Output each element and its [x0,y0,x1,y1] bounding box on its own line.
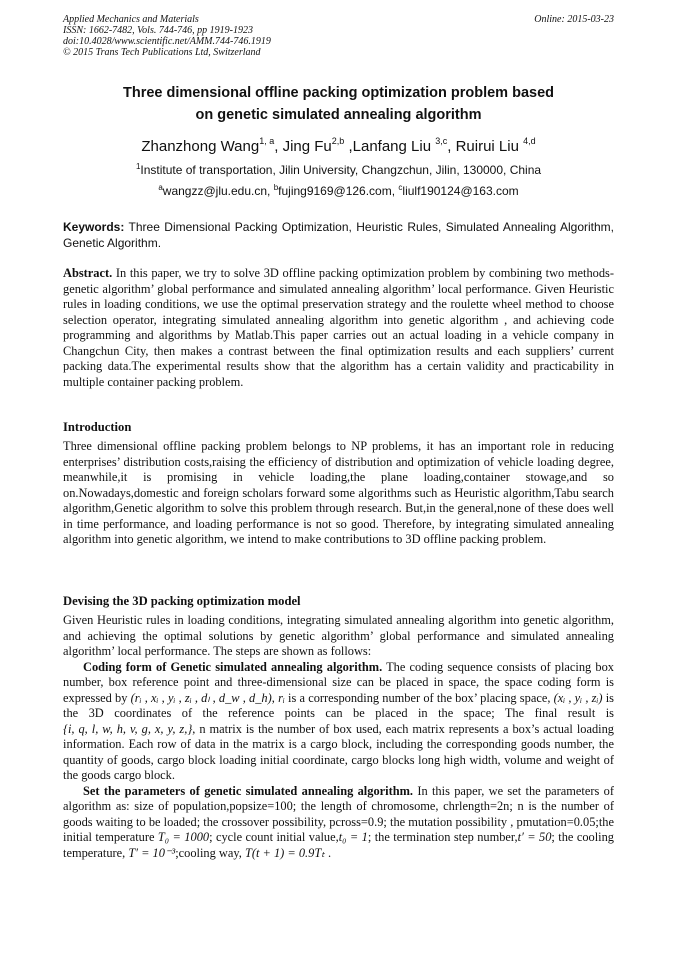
journal-name: Applied Mechanics and Materials [63,14,199,25]
author-sep: , [344,138,353,155]
author-sup: 1, a [259,136,275,146]
math-expression: T(t + 1) = 0.9Tₜ [244,845,325,860]
email-sup: a [158,183,163,192]
author-sep: , [274,138,283,155]
parameters-paragraph [63,784,614,862]
author-name: Zhanzhong Wang [141,138,260,155]
author-name: Ruirui Liu [455,138,524,155]
coding-form-label: Coding form of Genetic simulated annealing algorithm. [83,659,383,674]
coding-form-paragraph [63,660,614,784]
copyright-line: © 2015 Trans Tech Publications Ltd, Switzerland [63,47,261,58]
online-date: Online: 2015-03-23 [534,14,614,25]
doi-line: doi:10.4028/www.scientific.net/AMM.744-746.1919 [63,36,271,47]
paragraph-text: In this paper, we set the parameters of algorithm as: size of population,popsize=100; the length of chromosome, chrlength=2n; n is the number of goods waiting to be loaded; the crossover possibility, pcross=0.9; the mutation possibility , pmutation=0.05;the initial temperature [63,783,614,844]
paragraph-text: . [324,845,332,860]
model-intro-paragraph: Given Heuristic rules in loading conditions, integrating simulated annealing algorithm into genetic algorithm, and achieving the optimal solutions by genetic algorithm’ global performance and simulated annealing algorithm’ local performance. The steps are shown as follows: [63,613,614,658]
author-name: Jing Fu [282,138,332,155]
paragraph-text: ; the termination step number, [367,830,518,844]
author-sup: 3,c [435,136,448,146]
math-expression: rᵢ [278,690,285,705]
email-sup: b [273,183,279,192]
author-name: Lanfang Liu [352,138,436,155]
issn-line: ISSN: 1662-7482, Vols. 744-746, pp 1919-1923 [63,25,253,36]
email-sup: c [398,183,403,192]
affiliation-sup: 1 [135,162,141,171]
abstract-text: In this paper, we try to solve 3D offline packing optimization problem by combining two methods-genetic algorithm’ global performance and simulated annealing algorithm’ local performance. Given Heuristic rules in loading conditions, we use the optimal preservation strategy and the roulette wheel method to choose selection operator, integrating simulated annealing algorithm into genetic algorithm , and achieving code programming and algorithms by Matlab.This paper carries out an actual loading in a vehicle company in Changchun City, then makes a contrast between the final optimization results and each suppliers’ current packing data.The experimental results show that the algorithm has a certain validity and practicability in multiple container packing problem. [63,266,614,389]
paragraph-text: ; the cooling temperature, [63,830,614,860]
paragraph-text: is the 3D coordinates of the reference points can be placed in the space; The final result is [63,690,614,720]
abstract-label: Abstract. [63,266,113,280]
math-expression: T₀ = 1000 [157,830,210,844]
math-expression: T′ = 10⁻³ [128,845,176,860]
affiliation-text: Institute of transportation, Jilin University, Changzchun, Jilin, 130000, China [140,163,542,177]
paragraph-text: , [271,690,279,705]
paragraph-text: , n matrix is the number of box used, each matrix represents a box’s actual loading information. Each row of data in the matrix is a cargo block, including the corresponding goods number, the quantity of goods, cargo block loading initial coordinate, cargo blocks long high width, volume and weight of the goods cargo block. [63,721,615,782]
title-line-1: Three dimensional offline packing optimization problem based [122,85,555,101]
author-sup: 2,b [331,136,345,146]
math-expression: (xᵢ , yᵢ , zᵢ) [553,690,603,705]
keywords-label: Keywords: [63,220,125,234]
email-link[interactable]: liulf190124@163.com [402,184,519,198]
email-link[interactable]: fujing9169@126.com, [278,184,399,198]
math-expression: t₀ = 1 [338,830,368,844]
keywords [63,219,614,251]
author-list [63,137,614,157]
paragraph-text: ; cycle count initial value, [209,830,339,844]
paragraph-text: ;cooling way, [175,845,245,860]
section-heading-introduction: Introduction [63,420,132,434]
author-emails [63,183,614,199]
author-sep: , [447,138,456,155]
math-expression: {i, q, l, w, h, v, g, x, y, z,} [63,721,193,736]
paper-title [63,82,614,126]
paragraph-text: The coding sequence consists of placing box number, box reference point and three-dimensional size can be placed in space, the space coding form is expressed by [63,659,614,705]
paragraph-text: is a corresponding number of the box’ placing space, [284,690,554,705]
math-expression: (rᵢ , xᵢ , yᵢ , zᵢ , dₗ , d_w , d_h) [130,690,272,705]
keywords-text: Three Dimensional Packing Optimization, Heuristic Rules, Simulated Annealing Algorithm, Genetic Algorithm. [63,220,614,250]
section-heading-model: Devising the 3D packing optimization model [63,594,301,608]
email-link[interactable]: wangzz@jlu.edu.cn, [162,184,274,198]
journal-header [63,14,443,58]
math-expression: t′ = 50 [517,830,552,844]
abstract [63,266,614,390]
author-sup: 4,d [523,136,536,146]
title-line-2: on genetic simulated annealing algorithm [195,107,482,123]
affiliation [63,162,614,178]
introduction-text: Three dimensional offline packing problem belongs to NP problems, it has an important role in reducing enterprises’ distribution costs,raising the efficiency of distribution and optimization of vehicle loading degree, meanwhile,it is promising in vehicle loading,the plane loading,container stowage,and so on.Nowadays,domestic and foreign scholars forward some algorithms such as Heuristic algorithm,Tabu search algorithm,Genetic algorithm to solve this problem through research. But,in the general,none of these does well in time performance, and loading performance is not so good. Therefore, by integrating simulated annealing algorithm into genetic algorithm, we intend to make contributions to 3D offline packing problem. [63,439,614,546]
parameters-label: Set the parameters of genetic simulated annealing algorithm. [83,783,414,798]
model-section [63,613,614,861]
